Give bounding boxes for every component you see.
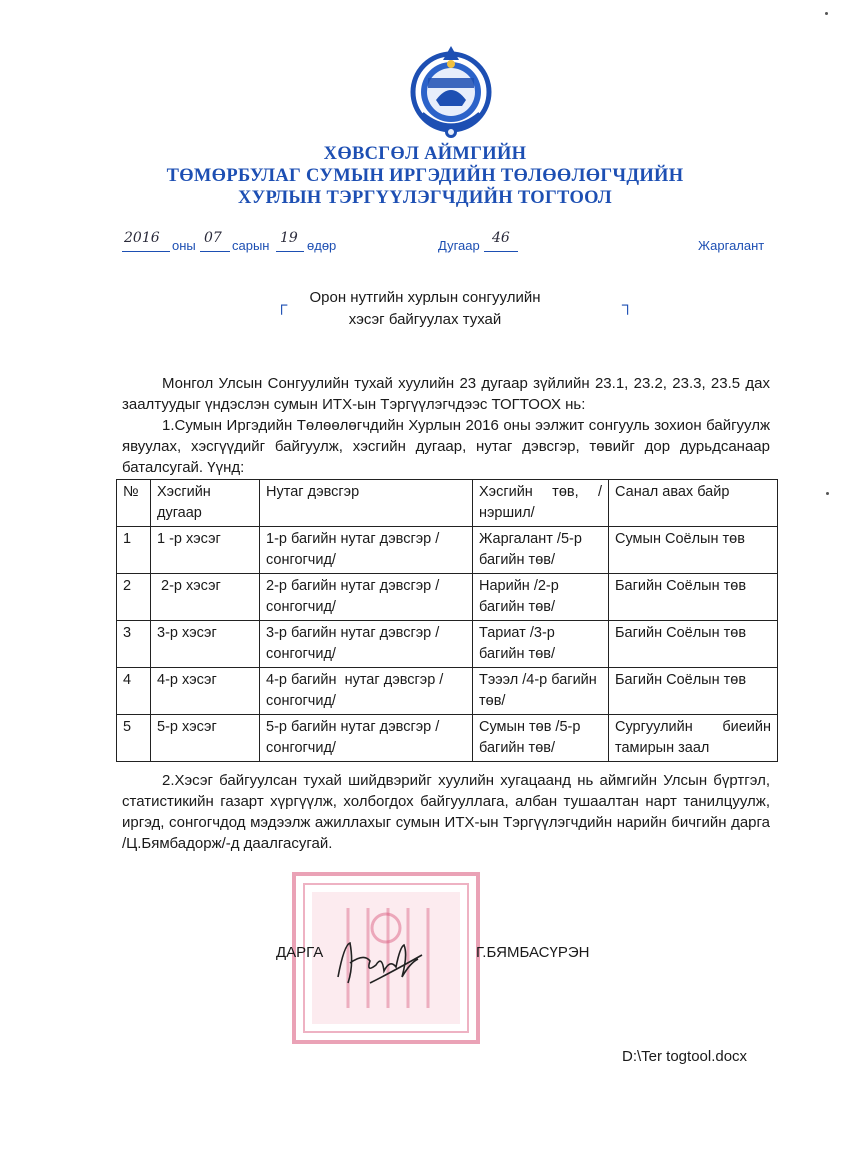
cell-polling-station: Сургуулийн биеийн тамирын заал	[609, 715, 778, 762]
cell-number: 2	[117, 574, 151, 621]
cell-polling-station: Багийн Соёлын төв	[609, 621, 778, 668]
month-suffix: сарын	[232, 238, 270, 253]
number-label: Дугаар	[438, 238, 480, 253]
day-suffix: өдөр	[307, 238, 337, 253]
signatory-name: Г.БЯМБАСҮРЭН	[476, 944, 590, 961]
table-row	[117, 715, 778, 762]
handwritten-signature-icon	[330, 925, 430, 995]
cell-polling-station: Багийн Соёлын төв	[609, 574, 778, 621]
title-line-1: Орон нутгийн хурлын сонгуулийн	[309, 289, 541, 306]
header-line-aimag: ХӨВСГӨЛ АЙМГИЙН	[323, 144, 527, 164]
date-row	[0, 230, 850, 256]
header-number: №	[117, 480, 151, 527]
header-center: Хэсгийн төв, /нэршил/	[473, 480, 609, 527]
cell-precinct: 1 -р хэсэг	[151, 527, 260, 574]
cell-territory: 2-р багийн нутаг дэвсгэр /сонгогчид/	[260, 574, 473, 621]
title-corner-left: ┌	[276, 297, 288, 314]
cell-precinct: 5-р хэсэг	[151, 715, 260, 762]
cell-precinct: 3-р хэсэг	[151, 621, 260, 668]
intro-paragraph: Монгол Улсын Сонгуулийн тухай хуулийн 23 дугаар зүйлийн 23.1, 23.2, 23.3, 23.5 дах заалтуудыг үндэслэн сумын ИТХ-ын Тэргүүлэгчдээс ТОГТООХ нь:	[122, 375, 770, 413]
document-header	[0, 143, 850, 209]
month-underline	[200, 250, 230, 252]
cell-polling-station: Багийн Соёлын төв	[609, 668, 778, 715]
cell-territory: 1-р багийн нутаг дэвсгэр /сонгогчид/	[260, 527, 473, 574]
precinct-table	[116, 479, 778, 762]
point-2-paragraph: 2.Хэсэг байгуулсан тухай шийдвэрийг хуулийн хугацаанд нь аймгийн Улсын бүртгэл, статистикийн газарт хүргүүлж, холбогдох байгууллага, албан тушаалтан нарт танилцуулж, иргэд, сонгогчдод мэдээлж ажиллахыг сумын ИТХ-ын Тэргүүлэгчдийн нарийн бичгийн дарга /Ц.Бямбадорж/-д даалгасугай.	[122, 772, 770, 852]
table-row	[117, 621, 778, 668]
day-underline	[276, 250, 304, 252]
header-line-resolution: ХУРЛЫН ТЭРГҮҮЛЭГЧДИЙН ТОГТООЛ	[237, 188, 612, 208]
cell-territory: 3-р багийн нутаг дэвсгэр /сонгогчид/	[260, 621, 473, 668]
year-underline	[122, 250, 170, 252]
resolution-number: 46	[492, 230, 510, 246]
scan-speck	[826, 492, 829, 495]
cell-number: 4	[117, 668, 151, 715]
year-suffix: оны	[172, 238, 196, 253]
point-1-paragraph: 1.Сумын Иргэдийн Төлөөлөгчдийн Хурлын 2016 оны ээлжит сонгууль зохион байгуулж явуулах, хэсгүүдийг байгуулж, хэсгийн дугаар, нутаг дэвсгэр, төвийг дор дурьдсанаар баталсугай. Үүнд:	[122, 417, 770, 476]
header-line-council: ТӨМӨРБУЛАГ СУМЫН ИРГЭДИЙН ТӨЛӨӨЛӨГЧДИЙН	[166, 166, 684, 186]
header-territory: Нутаг дэвсгэр	[260, 480, 473, 527]
table-header-row	[117, 480, 778, 527]
cell-number: 3	[117, 621, 151, 668]
table-row	[117, 574, 778, 621]
scan-speck	[825, 12, 828, 15]
cell-center: Тариат /3-р багийн төв/	[473, 621, 609, 668]
date-year: 2016	[124, 230, 160, 246]
cell-number: 5	[117, 715, 151, 762]
table-row	[117, 527, 778, 574]
cell-center: Нарийн /2-р багийн төв/	[473, 574, 609, 621]
state-emblem-icon	[408, 40, 494, 144]
cell-territory: 5-р багийн нутаг дэвсгэр /сонгогчид/	[260, 715, 473, 762]
cell-number: 1	[117, 527, 151, 574]
place-name: Жаргалант	[698, 238, 765, 253]
cell-precinct: 4-р хэсэг	[151, 668, 260, 715]
file-path: D:\Ter togtool.docx	[622, 1048, 748, 1065]
cell-center: Сумын төв /5-р багийн төв/	[473, 715, 609, 762]
signature-title: ДАРГА	[276, 944, 324, 961]
date-month: 07	[204, 230, 222, 246]
number-underline	[484, 250, 518, 252]
cell-polling-station: Сумын Соёлын төв	[609, 527, 778, 574]
cell-center: Тэээл /4-р багийн төв/	[473, 668, 609, 715]
header-precinct: Хэсгийн дугаар	[151, 480, 260, 527]
date-day: 19	[280, 230, 298, 246]
cell-precinct: 2-р хэсэг	[151, 574, 260, 621]
header-polling-station: Санал авах байр	[609, 480, 778, 527]
title-line-2: хэсэг байгуулах тухай	[348, 311, 502, 328]
title-corner-right: ┐	[622, 297, 634, 314]
cell-territory: 4-р багийн нутаг дэвсгэр /сонгогчид/	[260, 668, 473, 715]
cell-center: Жаргалант /5-р багийн төв/	[473, 527, 609, 574]
resolution-title	[0, 287, 850, 331]
table-row	[117, 668, 778, 715]
